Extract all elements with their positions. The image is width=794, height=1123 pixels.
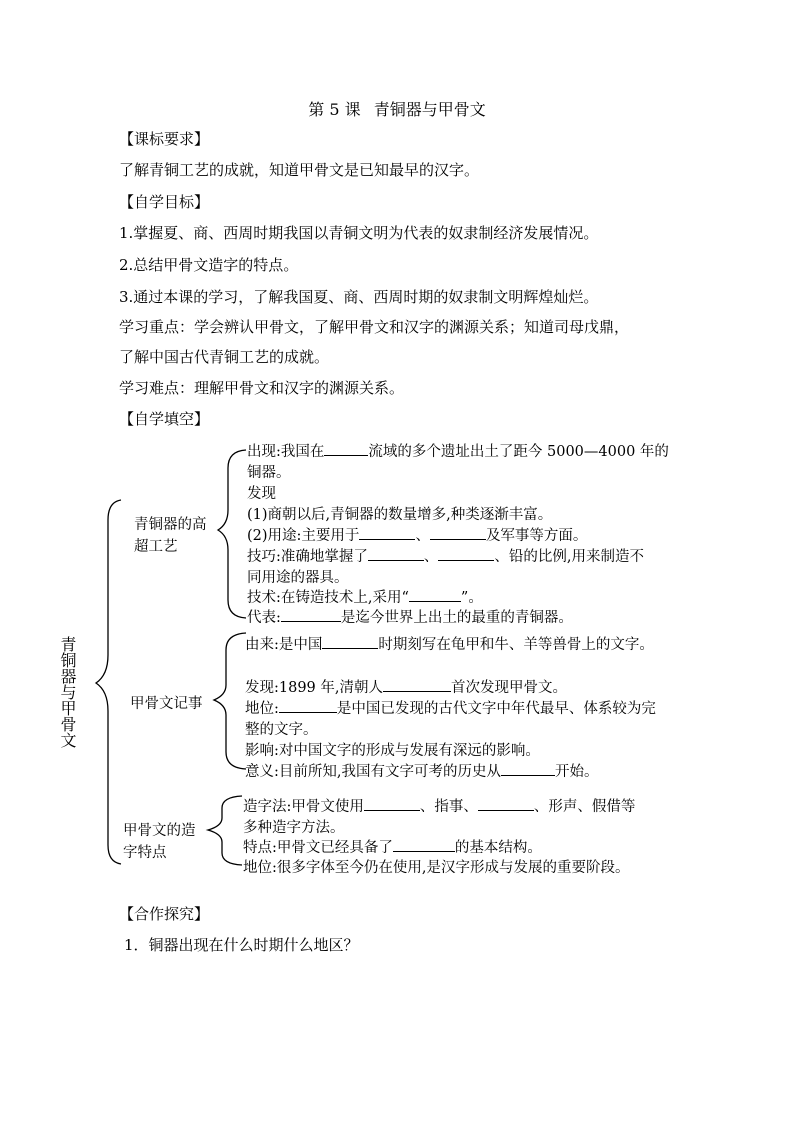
- fill-blank[interactable]: [501, 761, 555, 776]
- fill-blank[interactable]: [393, 837, 455, 852]
- fill-blank[interactable]: [368, 546, 424, 561]
- b3-line-4: 地位:很多字体至今仍在使用,是汉字形成与发展的重要阶段。: [243, 860, 630, 876]
- branch2-brace: [214, 633, 246, 769]
- root-brace: [96, 500, 121, 864]
- key-points-line-1: 学习重点：学会辨认甲骨文，了解甲骨文和汉字的渊源关系；知道司母戊鼎，: [119, 318, 630, 336]
- goal-2: 2.总结甲骨文造字的特点。: [119, 256, 299, 274]
- b1-line-8: 技术:在铸造技术上,采用“ ”。: [247, 586, 483, 607]
- difficulty-line: 学习难点：理解甲骨文和汉字的渊源关系。: [119, 379, 405, 397]
- fill-blank[interactable]: [324, 441, 368, 456]
- branch3-brace: [208, 796, 242, 865]
- b1-line-6: 技巧:准确地掌握了 、 、铅的比例,用来制造不: [247, 545, 644, 566]
- lesson-number: 第 5 课: [308, 100, 361, 119]
- b2-line-1: 由来:是中国 时期刻写在龟甲和牛、羊等兽骨上的文字。: [245, 633, 654, 654]
- kebiao-text: 了解青铜工艺的成就，知道甲骨文是已知最早的汉字。: [119, 161, 480, 179]
- fill-blank[interactable]: [478, 796, 534, 811]
- branch1-label-2: 超工艺: [134, 539, 178, 555]
- branch1-brace: [218, 450, 246, 618]
- b1-line-3: 发现: [247, 486, 276, 502]
- b1-line-2: 铜器。: [247, 465, 291, 481]
- b1-line-7: 同用途的器具。: [247, 570, 349, 586]
- b1-line-1: 出现:我国在 流域的多个遗址出土了距今 5000—4000 年的: [247, 440, 669, 461]
- fill-blank[interactable]: [438, 546, 494, 561]
- fill-blank[interactable]: [364, 796, 420, 811]
- b2-line-3: 地位: 是中国已发现的古代文字中年代最早、体系较为完: [245, 697, 656, 718]
- lesson-name: 青铜器与甲骨文: [373, 100, 486, 119]
- fill-blank[interactable]: [281, 607, 341, 622]
- tree-root-label: 青铜器与甲骨文: [58, 636, 77, 748]
- b1-line-5: (2)用途:主要用于 、 及军事等方面。: [247, 524, 587, 545]
- b2-line-6: 意义:目前所知,我国有文字可考的历史从 开始。: [245, 760, 599, 781]
- key-points-line-2: 了解中国古代青铜工艺的成就。: [119, 348, 330, 366]
- fill-blank[interactable]: [383, 677, 451, 692]
- fill-blank[interactable]: [322, 634, 378, 649]
- goal-3: 3.通过本课的学习，了解我国夏、商、西周时期的奴隶制文明辉煌灿烂。: [119, 288, 599, 306]
- b1-line-9: 代表: 是迄今世界上出土的最重的青铜器。: [247, 606, 573, 627]
- b2-line-2: 发现:1899 年,清朝人 首次发现甲骨文。: [245, 676, 567, 697]
- b3-line-1: 造字法:甲骨文使用 、指事、 、形声、假借等: [243, 795, 635, 816]
- question-1: 1．铜器出现在什么时期什么地区？: [124, 936, 359, 954]
- fill-blank[interactable]: [359, 525, 415, 540]
- hezuo-heading: 【合作探究】: [119, 905, 210, 923]
- b3-line-3: 特点:甲骨文已经具备了 的基本结构。: [243, 836, 542, 857]
- fill-blank[interactable]: [430, 525, 486, 540]
- fill-blank[interactable]: [279, 698, 337, 713]
- goal-1: 1.掌握夏、商、西周时期我国以青铜文明为代表的奴隶制经济发展情况。: [119, 224, 599, 242]
- branch3-label-1: 甲骨文的造: [123, 823, 196, 839]
- branch3-label-2: 字特点: [123, 845, 167, 861]
- branch2-label: 甲骨文记事: [130, 696, 203, 712]
- branch1-label-1: 青铜器的高: [134, 517, 207, 533]
- kebiao-heading: 【课标要求】: [119, 130, 210, 148]
- b1-line-4: (1)商朝以后,青铜器的数量增多,种类逐渐丰富。: [247, 507, 553, 523]
- tiankong-heading: 【自学填空】: [119, 410, 210, 428]
- b3-line-2: 多种造字方法。: [243, 820, 345, 836]
- zixue-heading: 【自学目标】: [119, 193, 210, 211]
- fill-blank[interactable]: [409, 587, 461, 602]
- b2-line-4: 整的文字。: [245, 722, 318, 738]
- b2-line-5: 影响:对中国文字的形成与发展有深远的影响。: [245, 743, 540, 759]
